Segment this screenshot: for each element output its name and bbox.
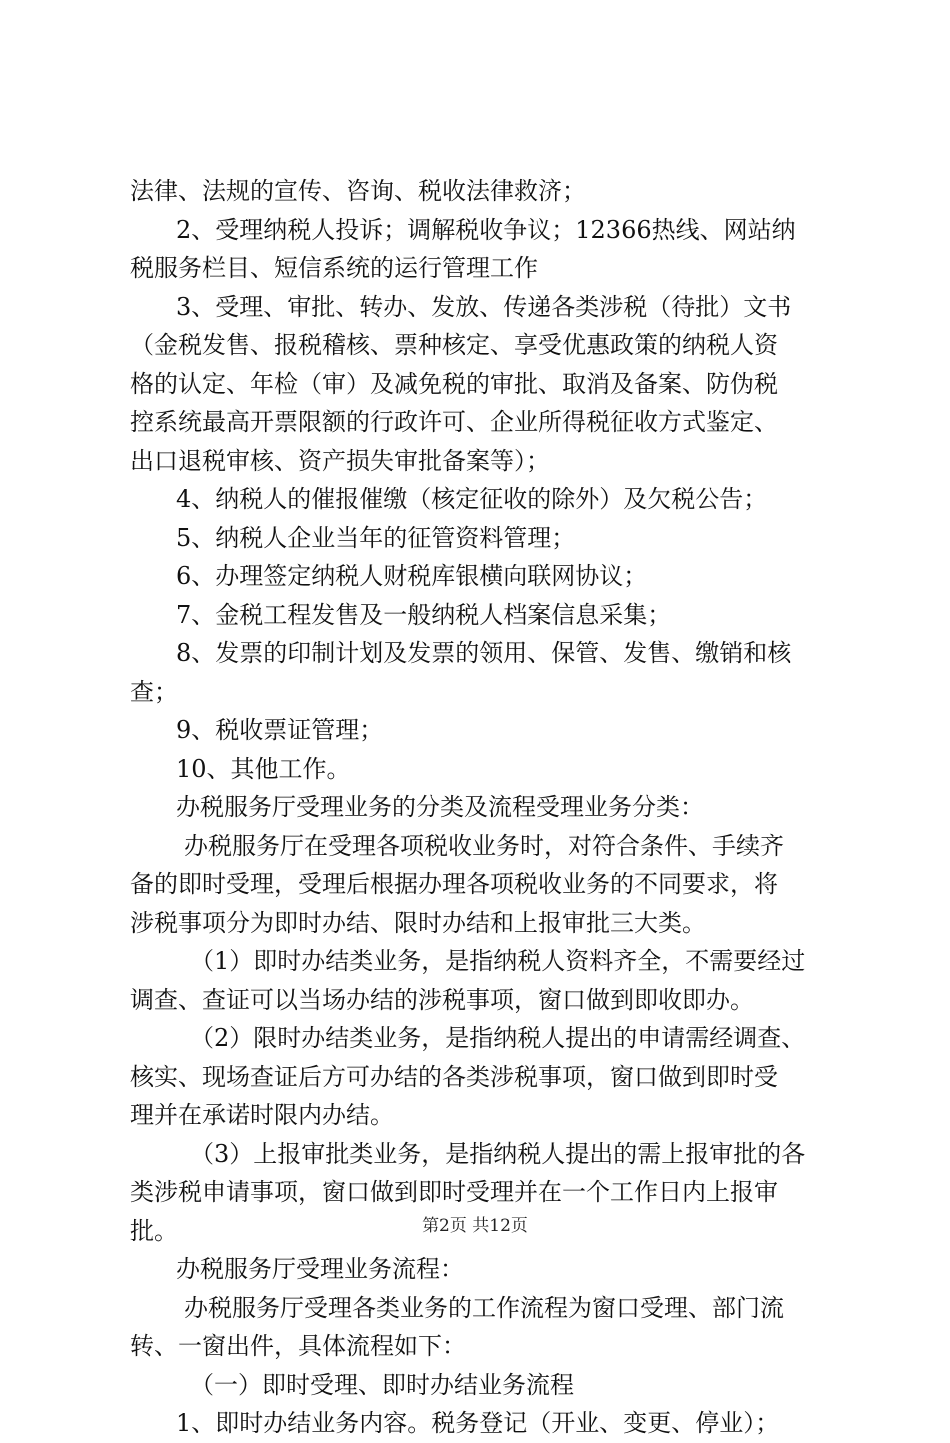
text-line: 2、受理纳税人投诉；调解税收争议；12366热线、网站纳 [176, 215, 796, 244]
text-line: 5、纳税人企业当年的征管资料管理； [176, 523, 576, 552]
text-line: 控系统最高开票限额的行政许可、企业所得税征收方式鉴定、 [130, 408, 778, 436]
text-line: 3、受理、审批、转办、发放、传递各类涉税（待批）文书 [176, 292, 792, 321]
text-line: 办税服务厅受理各类业务的工作流程为窗口受理、部门流 [184, 1293, 784, 1322]
text-line: 8、发票的印制计划及发票的领用、保管、发售、缴销和核 [176, 639, 792, 667]
text-line: （金税发售、报税稽核、票种核定、享受优惠政策的纳税人资 [130, 331, 778, 359]
text-line: 批。 [130, 1216, 178, 1245]
text-line: （3）上报审批类业务，是指纳税人提出的需上报审批的各 [190, 1139, 806, 1168]
text-line: 出口退税审核、资产损失审批备案等）； [130, 446, 550, 475]
text-line: （2）限时办结类业务，是指纳税人提出的申请需经调查、 [190, 1024, 806, 1052]
text-line: 备的即时受理，受理后根据办理各项税收业务的不同要求，将 [130, 870, 778, 898]
text-line: 4、纳税人的催报催缴（核定征收的除外）及欠税公告； [176, 485, 768, 513]
document-body [130, 172, 830, 1443]
text-line: （1）即时办结类业务，是指纳税人资料齐全，不需要经过 [190, 947, 806, 975]
text-line: 税服务栏目、短信系统的运行管理工作 [130, 254, 538, 282]
text-line: 核实、现场查证后方可办结的各类涉税事项，窗口做到即时受 [130, 1062, 778, 1091]
page-number-footer: 第2页 共12页 [422, 1216, 528, 1236]
text-line: 9、税收票证管理； [176, 716, 384, 744]
section-heading: 办税服务厅受理业务的分类及流程受理业务分类： [176, 793, 704, 821]
text-line: 理并在承诺时限内办结。 [130, 1101, 394, 1129]
text-line: 办税服务厅在受理各项税收业务时，对符合条件、手续齐 [184, 831, 784, 860]
text-line: 调查、查证可以当场办结的涉税事项，窗口做到即收即办。 [130, 985, 754, 1014]
text-line: 涉税事项分为即时办结、限时办结和上报审批三大类。 [130, 908, 706, 937]
text-line: 转、一窗出件，具体流程如下： [130, 1332, 466, 1360]
text-line: 1、即时办结业务内容。税务登记（开业、变更、停业）； [176, 1409, 780, 1437]
text-line: 类涉税申请事项，窗口做到即时受理并在一个工作日内上报审 [130, 1178, 778, 1206]
section-heading: 办税服务厅受理业务流程： [176, 1255, 464, 1283]
text-line: 6、办理签定纳税人财税库银横向联网协议； [176, 562, 648, 590]
text-line: 格的认定、年检（审）及减免税的审批、取消及备案、防伪税 [130, 369, 778, 398]
text-line: 10、其他工作。 [176, 754, 351, 783]
text-line: 7、金税工程发售及一般纳税人档案信息采集； [176, 600, 672, 629]
text-line: 查； [130, 677, 178, 706]
text-line: 法律、法规的宣传、咨询、税收法律救济； [130, 177, 586, 205]
subsection-heading: （一）即时受理、即时办结业务流程 [190, 1370, 574, 1399]
